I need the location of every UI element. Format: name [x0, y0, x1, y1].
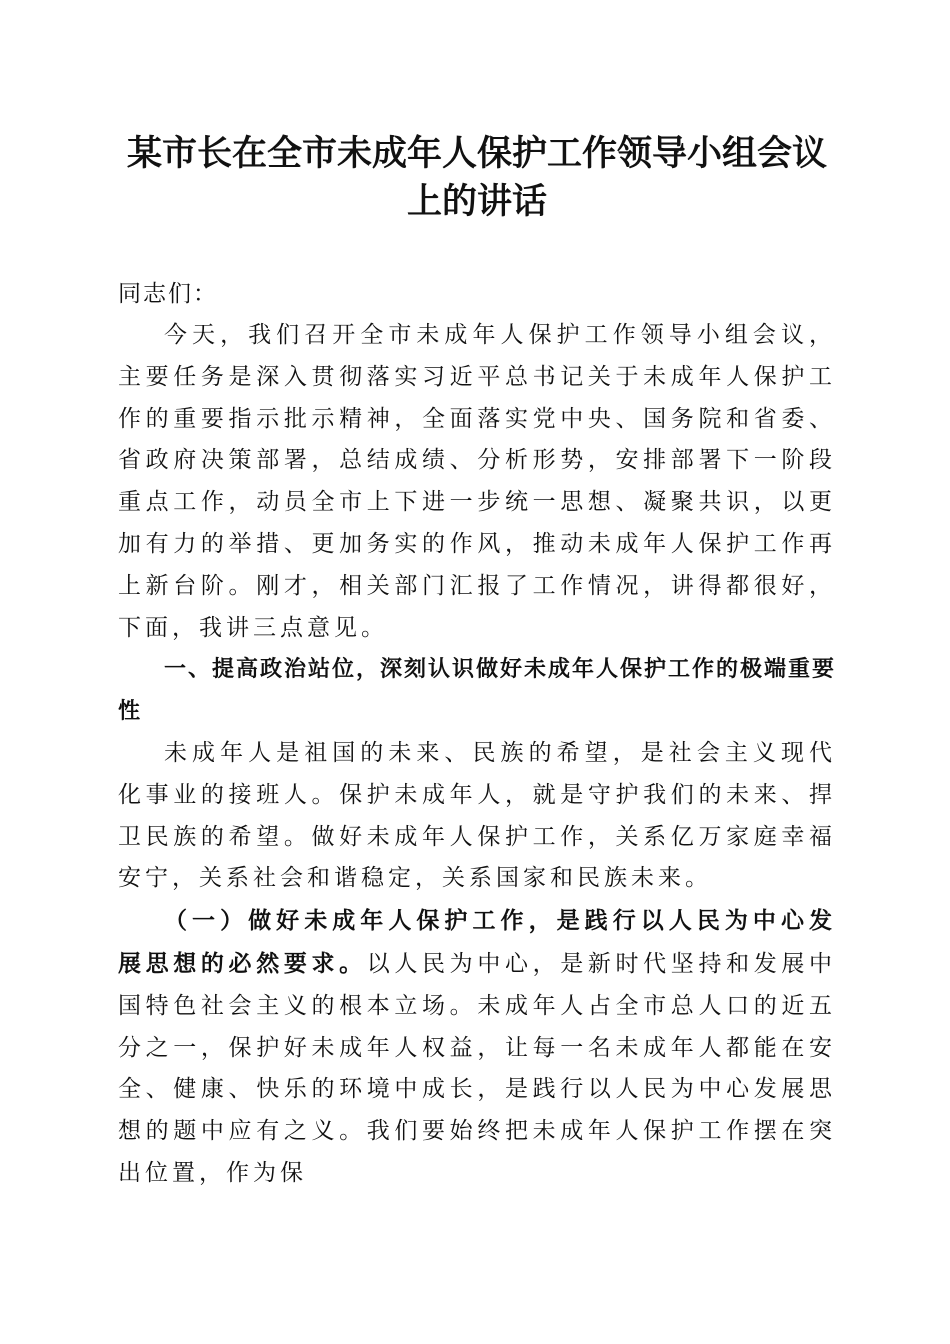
salutation: 同志们： [118, 281, 218, 307]
intro-paragraph: 今天，我们召开全市未成年人保护工作领导小组会议，主要任务是深入贯彻落实习近平总书记关于未成年人保护工作的重要指示批示精神，全面落实党中央、国务院和省委、省政府决策部署，总结成绩、分析形势，安排部署下一阶段重点工作，动员全市上下进一步统一思想、凝聚共识，以更加有力的举措、更加务实的作风，推动未成年人保护工作再上新台阶。刚才，相关部门汇报了工作情况，讲得都很好，下面，我讲三点意见。 [118, 322, 836, 641]
title-line-2: 上的讲话 [406, 181, 547, 222]
document-page [118, 130, 836, 1195]
subsection-1-paragraph [118, 900, 836, 1195]
document-title [118, 130, 836, 226]
section-1-paragraph: 未成年人是祖国的未来、民族的希望，是社会主义现代化事业的接班人。保护未成年人，就是守护我们的未来、捍卫民族的希望。做好未成年人保护工作，关系亿万家庭幸福安宁，关系社会和谐稳定，关系国家和民族未来。 [118, 739, 836, 892]
title-line-1: 某市长在全市未成年人保护工作领导小组会议 [126, 133, 827, 174]
subsection-1-body: 以人民为中心，是新时代坚持和发展中国特色社会主义的根本立场。未成年人占全市总人口的近五分之一，保护好未成年人权益，让每一名未成年人都能在安全、健康、快乐的环境中成长，是践行以人民为中心发展思想的题中应有之义。我们要始终把未成年人保护工作摆在突出位置，作为保 [118, 950, 837, 1186]
subsection-1-lead: （一）做好未成年人保护工作，是践行以人民为中心发展思想的必然要求。 [118, 907, 836, 977]
section-1-heading: 一、提高政治站位，深刻认识做好未成年人保护工作的极端重要性 [118, 657, 837, 725]
